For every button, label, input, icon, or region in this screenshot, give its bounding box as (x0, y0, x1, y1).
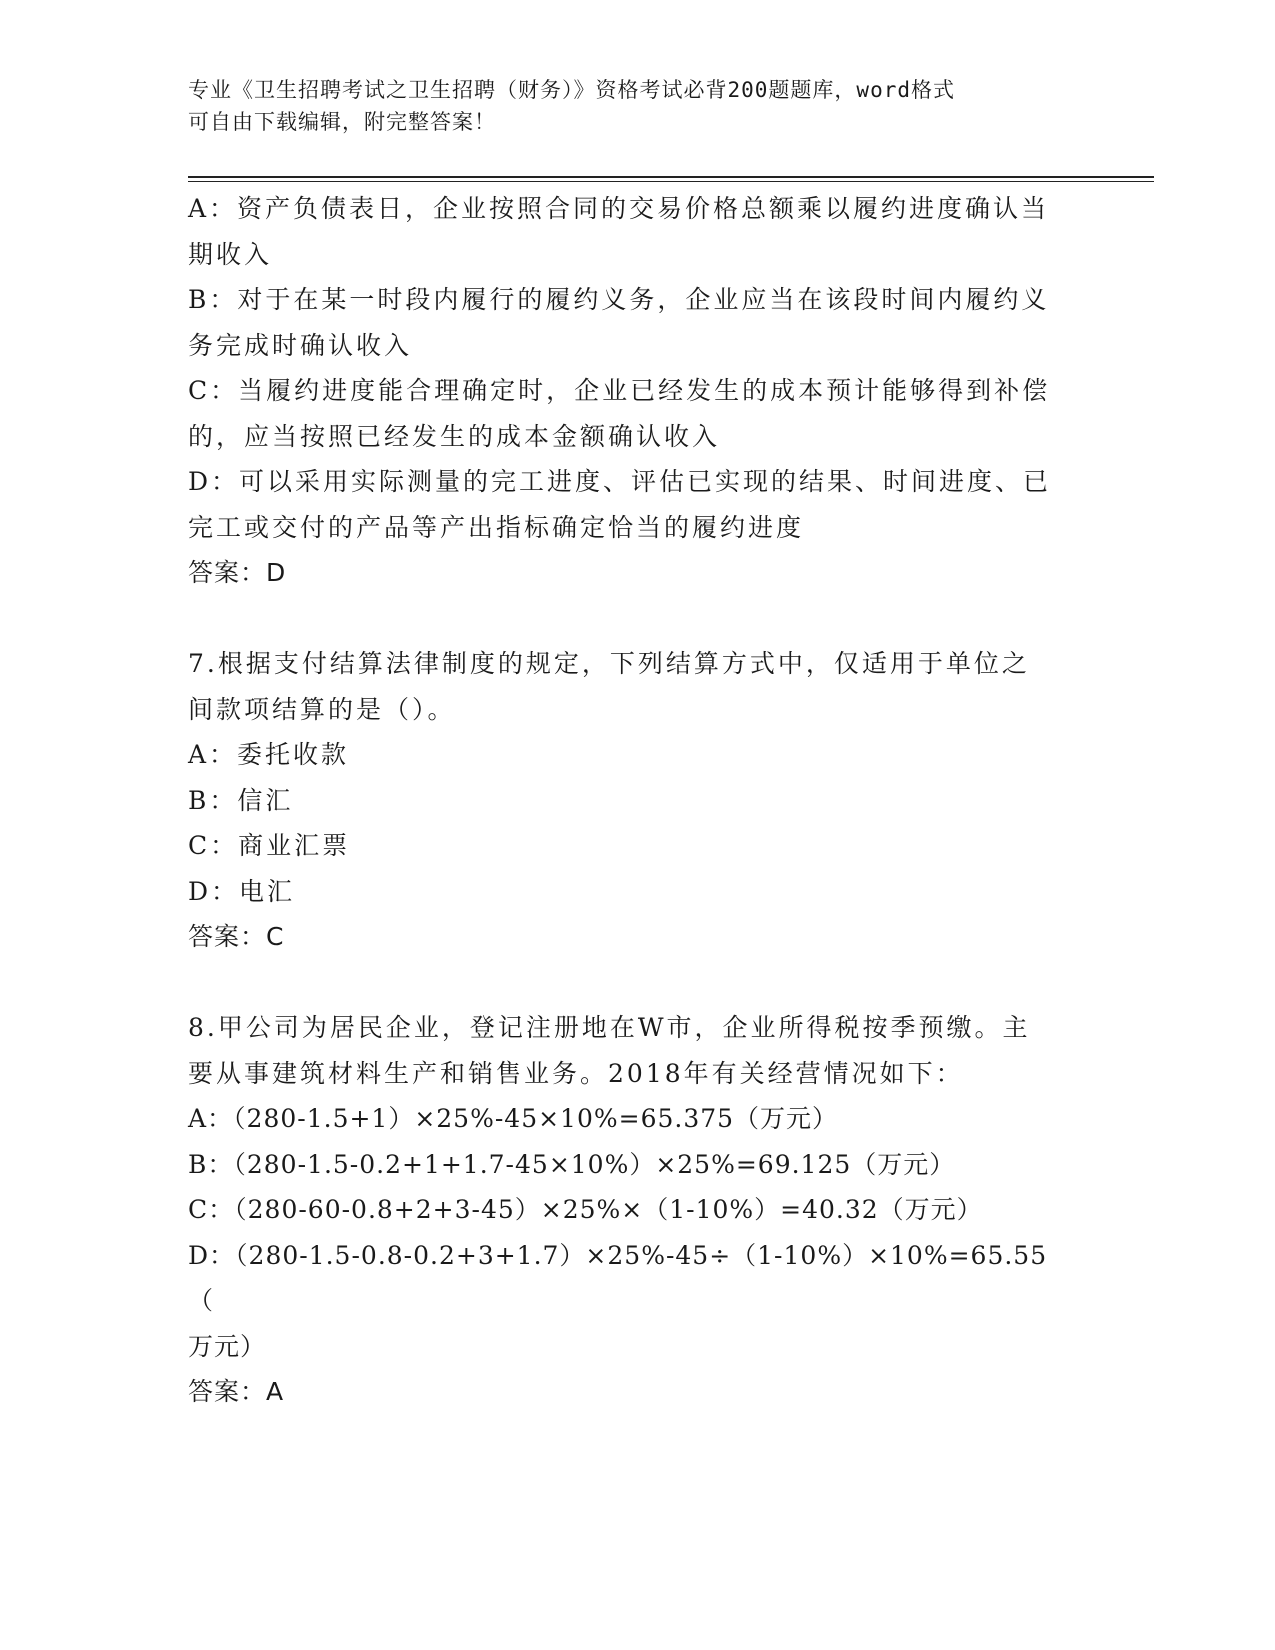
q8-option-b: B：（280-1.5-0.2+1+1.7-45×10%）×25%=69.125（万元） (188, 1149, 956, 1179)
q7-option-b: B：信汇 (188, 785, 294, 815)
q8-stem-line-1: 8.甲公司为居民企业，登记注册地在W市，企业所得税按季预缴。主 (188, 1013, 1031, 1042)
q8-stem-line-2: 要从事建筑材料生产和销售业务。2018年有关经营情况如下： (188, 1058, 964, 1088)
spacer (188, 596, 1068, 642)
document-header (188, 74, 1088, 138)
q8-option-d-line-2: 万元） (188, 1331, 267, 1361)
question-7 (188, 641, 1068, 960)
question-content (188, 186, 1068, 1415)
q8-answer: 答案：A (188, 1377, 285, 1406)
question-8 (188, 1005, 1068, 1415)
header-title-line-1: 专业《卫生招聘考试之卫生招聘（财务）》资格考试必背200题题库，word格式 (188, 78, 955, 102)
q6-option-d-line-2: 完工或交付的产品等产出指标确定恰当的履约进度 (188, 512, 805, 542)
q7-stem-line-1: 7.根据支付结算法律制度的规定，下列结算方式中，仅适用于单位之 (188, 649, 1030, 678)
q6-option-c-line-2: 的，应当按照已经发生的成本金额确认收入 (188, 421, 721, 451)
header-divider-thick (188, 176, 1154, 178)
q7-option-a: A：委托收款 (188, 740, 350, 769)
q6-option-d-line-1: D：可以采用实际测量的完工进度、评估已实现的结果、时间进度、已 (188, 467, 1052, 496)
q8-option-c: C：（280-60-0.8+2+3-45）×25%×（1-10%）=40.32（万元） (188, 1195, 983, 1224)
q6-option-c-line-1: C：当履约进度能合理确定时，企业已经发生的成本预计能够得到补偿 (188, 376, 1051, 405)
q6-option-b-line-2: 务完成时确认收入 (188, 330, 413, 360)
q6-option-a-line-1: A：资产负债表日，企业按照合同的交易价格总额乘以履约进度确认当 (188, 194, 1050, 223)
q7-option-d: D：电汇 (188, 876, 296, 906)
q6-option-a-line-2: 期收入 (188, 239, 273, 269)
header-divider-thin (188, 181, 1154, 182)
spacer (188, 960, 1068, 1006)
header-title-line-2: 可自由下载编辑，附完整答案！ (188, 110, 496, 134)
q8-option-d-line-1: D：（280-1.5-0.8-0.2+3+1.7）×25%-45÷（1-10%）×10%=65.55（ (188, 1240, 1048, 1315)
q7-answer: 答案：C (188, 922, 285, 951)
q7-stem-line-2: 间款项结算的是（）。 (188, 694, 456, 724)
q7-option-c: C：商业汇票 (188, 831, 351, 860)
q8-option-a: A：（280-1.5+1）×25%-45×10%=65.375（万元） (188, 1104, 839, 1133)
question-6 (188, 186, 1068, 596)
q6-option-b-line-1: B：对于在某一时段内履行的履约义务，企业应当在该段时间内履约义 (188, 285, 1050, 314)
q6-answer: 答案：D (188, 558, 287, 587)
